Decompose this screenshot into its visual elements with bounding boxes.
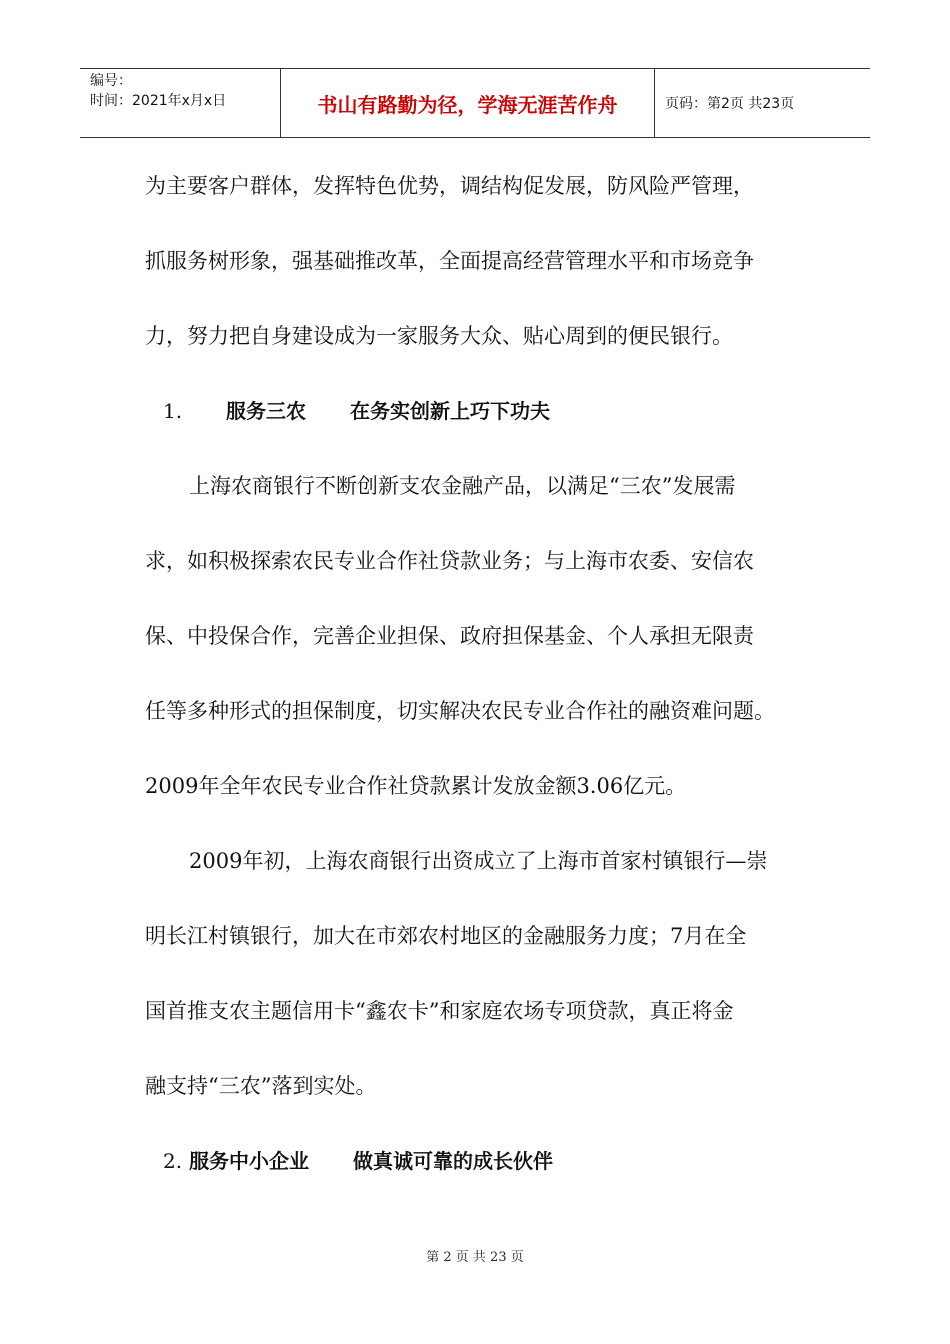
heading-number: 2. [163, 1149, 183, 1173]
header-page-info: 页码：第2页 共23页 [665, 96, 795, 112]
document-date: 时间：2021年x月x日 [90, 93, 227, 109]
heading-number: 1. [163, 399, 183, 423]
heading-part2: 做真诚可靠的成长伙伴 [353, 1149, 553, 1173]
document-body [145, 160, 805, 1210]
heading-part1: 服务三农 [226, 399, 307, 423]
document-number-label: 编号： [90, 73, 132, 89]
heading-part2: 在务实创新上巧下功夫 [349, 399, 550, 423]
section-heading-2 [145, 1135, 805, 1210]
text-line: 明长江村镇银行，加大在市郊农村地区的金融服务力度；7月在全 [145, 924, 747, 948]
text-line: 抓服务树形象，强基础推改革，全面提高经营管理水平和市场竞争 [145, 249, 754, 273]
text-line: 2009年全年农民专业合作社贷款累计发放金额3.06亿元。 [145, 774, 687, 798]
page-header [80, 68, 870, 138]
text-line: 力，努力把自身建设成为一家服务大众、贴心周到的便民银行。 [145, 324, 733, 348]
header-motto: 书山有路勤为径，学海无涯苦作舟 [281, 69, 655, 137]
page-footer: 第 2 页 共 23 页 [426, 1250, 524, 1265]
text-line: 为主要客户群体，发挥特色优势，调结构促发展，防风险严管理， [145, 174, 754, 198]
text-line: 求，如积极探索农民专业合作社贷款业务；与上海市农委、安信农 [145, 549, 754, 573]
section-heading-1 [145, 385, 805, 460]
heading-part1: 服务中小企业 [189, 1149, 310, 1173]
text-line: 任等多种形式的担保制度，切实解决农民专业合作社的融资难问题。 [145, 699, 775, 723]
text-line: 国首推支农主题信用卡“鑫农卡”和家庭农场专项贷款，真正将金 [145, 999, 734, 1023]
text-line: 2009年初，上海农商银行出资成立了上海市首家村镇银行—崇 [189, 849, 768, 873]
text-line: 保、中投保合作，完善企业担保、政府担保基金、个人承担无限责 [145, 624, 754, 648]
text-line: 融支持“三农”落到实处。 [145, 1074, 377, 1098]
text-line: 上海农商银行不断创新支农金融产品，以满足“三农”发展需 [189, 474, 736, 498]
header-meta [80, 69, 281, 137]
